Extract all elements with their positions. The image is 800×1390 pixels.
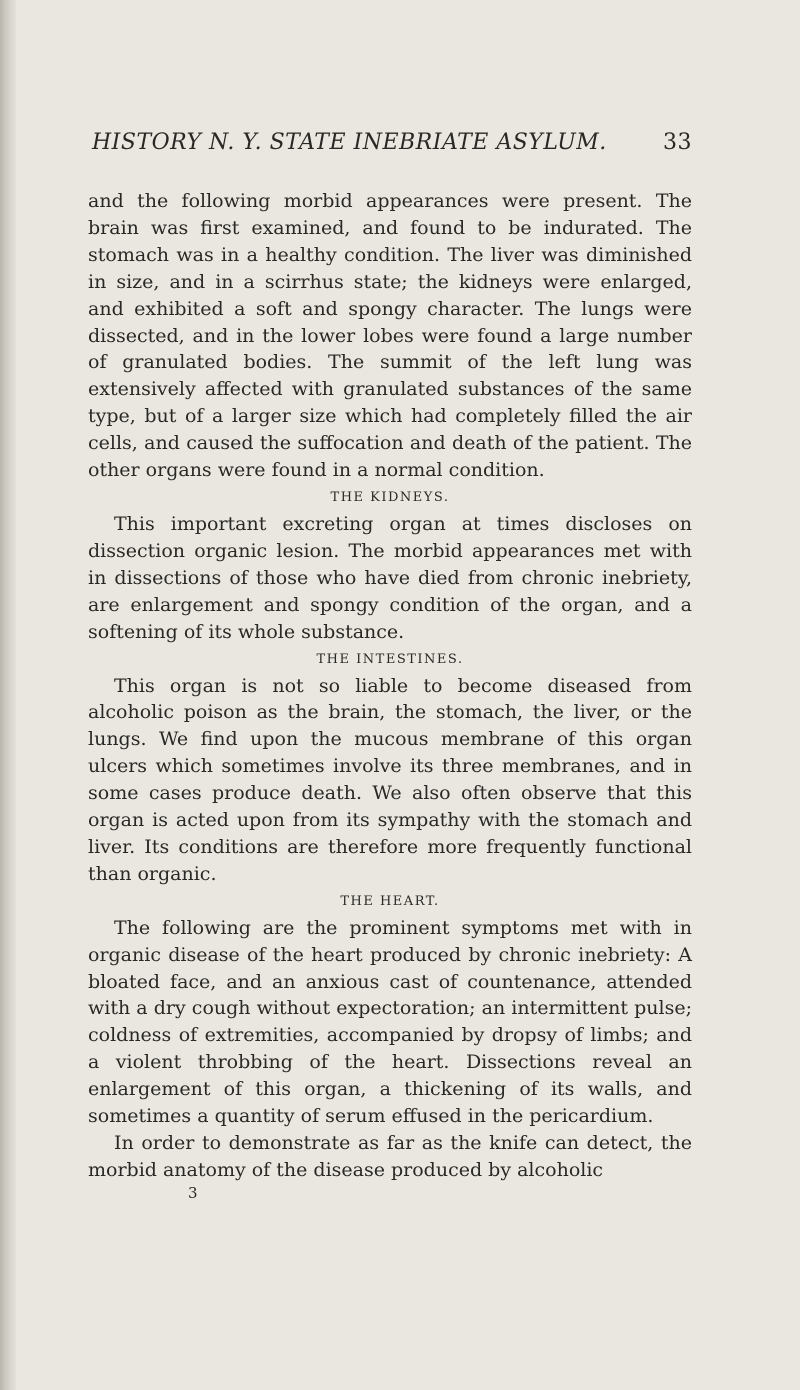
section-heading-kidneys: THE KIDNEYS. [330,489,450,505]
paragraph: The following are the prominent symptoms met with in organic disease of the heart produced by chronic inebriety: A bloated face, and an anxious cast of countenance, attended with a dry cough without expectoration; an intermittent pulse; coldness of extremities, accompanied by dropsy of limbs; and a violent throbbing of the heart. Dissections reveal an enlargement of this organ, a thickening of its walls, and sometimes a quantity of serum effused in the pericardium. [88,916,692,1128]
running-head [88,130,692,166]
running-head-title: HISTORY N. Y. STATE INEBRIATE ASYLUM. [92,130,607,155]
paragraph: and the following morbid appearances were present. The brain was first examined, and found to be indurated. The stomach was in a healthy condition. The liver was diminished in size, and in a scirrhus state; the kidneys were enlarged, and exhibited a soft and spongy character. The lungs were dissected, and in the lower lobes were found a large number of granulated bodies. The summit of the left lung was extensively affected with granulated substances of the same type, but of a larger size which had completely filled the air cells, and caused the suffocation and death of the patient. The other organs were found in a normal condition. [88,190,692,482]
paragraph: This organ is not so liable to become diseased from alcoholic poison as the brain, the stomach, the liver, or the lungs. We find upon the mucous membrane of this organ ulcers which sometimes involve its three membranes, and in some cases produce death. We also often observe that this organ is acted upon from its sympathy with the stomach and liver. Its conditions are therefore more frequently functional than organic. [88,674,692,885]
paragraph: In order to demonstrate as far as the knife can detect, the morbid anatomy of the disease produced by alcoholic [88,1132,692,1181]
body-text [88,188,692,1184]
page-edge-shadow [0,0,16,1390]
signature-mark: 3 [188,1183,198,1202]
paragraph: This important excreting organ at times discloses on dissection organic lesion. The morbid appearances met with in dissections of those who have died from chronic inebriety, are enlargement and spongy condition of the organ, and a softening of its whole substance. [88,512,692,643]
book-page [88,130,692,1202]
page-number: 33 [663,130,692,155]
section-heading-heart: THE HEART. [340,893,440,909]
section-heading-intestines: THE INTESTINES. [316,651,464,667]
